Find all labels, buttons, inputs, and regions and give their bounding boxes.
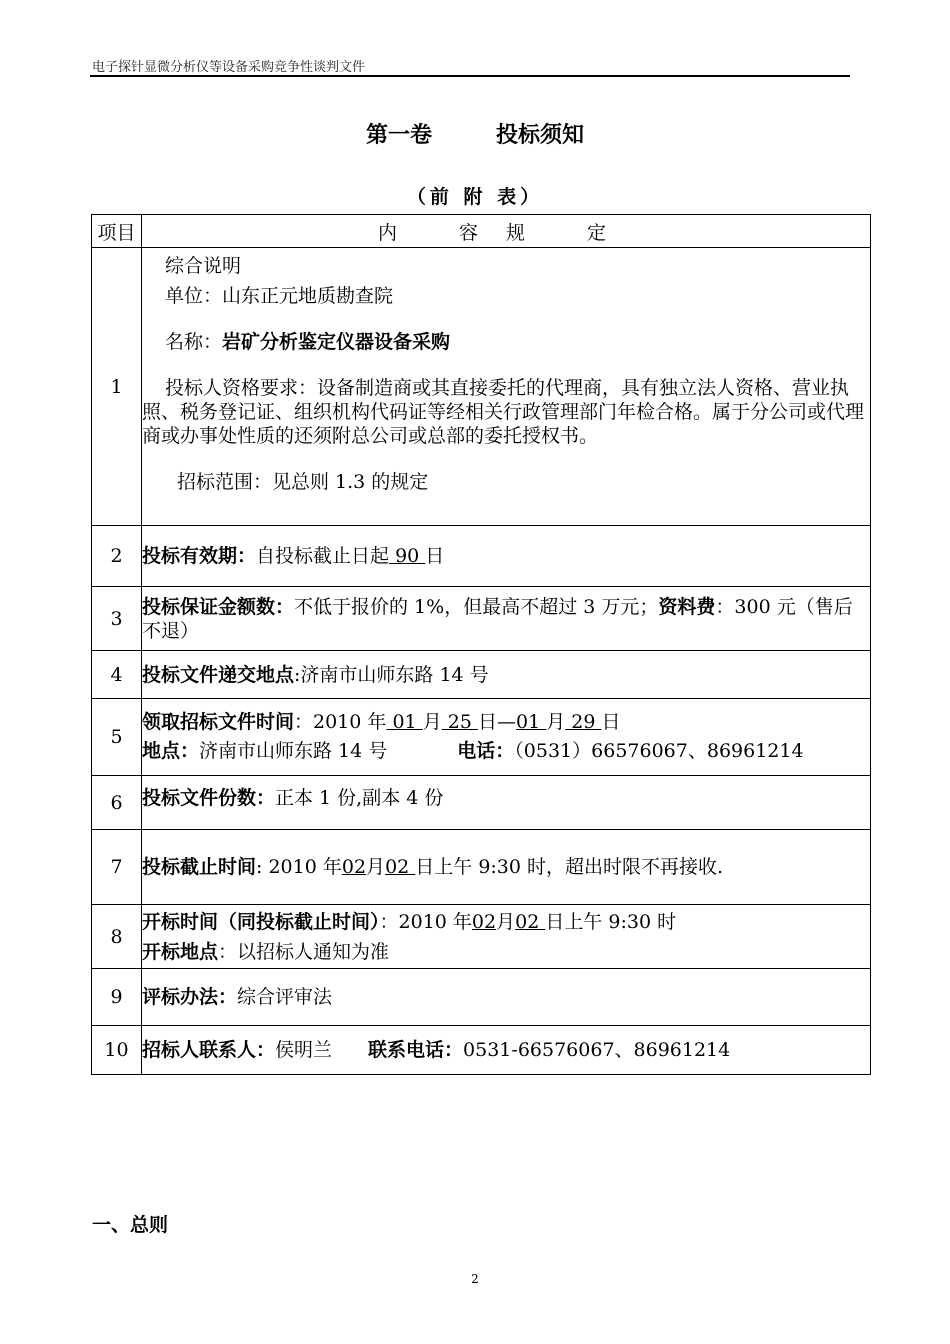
row-label: 投标保证金额数： — [142, 595, 295, 618]
row-index: 10 — [92, 1026, 142, 1075]
table-row — [92, 248, 871, 526]
table-row — [92, 969, 871, 1026]
table-row — [92, 651, 871, 699]
location-text: 济南市山师东路 14 号 — [199, 740, 388, 762]
opening-time-line — [142, 907, 870, 937]
row-text: 正本 1 份,副本 4 份 — [275, 787, 444, 809]
table-row — [92, 1026, 871, 1075]
day-unit: 日— — [477, 711, 516, 733]
volume-part: 第一卷 — [365, 123, 432, 148]
row-index: 1 — [92, 248, 142, 526]
row-content — [142, 587, 871, 651]
name-line — [142, 330, 870, 354]
location-line — [142, 737, 870, 766]
general-intro: 综合说明 — [165, 255, 242, 277]
row-content — [142, 651, 871, 699]
year-text: ：2010 年 — [379, 910, 472, 933]
qualification-text: 投标人资格要求：设备制造商或其直接委托的代理商，具有独立法人资格、营业执照、税务登记证、组织机构代码证等经相关行政管理部门年检合格。属于分公司或代理商或办事处性质的还须附总公司或总部的委托授权书。 — [142, 377, 865, 447]
volume-title — [0, 118, 950, 149]
row-label: 投标文件份数： — [142, 787, 276, 809]
phone-text: （0531）66576067、86961214 — [514, 740, 804, 762]
year-text: : 2010 年 — [256, 856, 342, 878]
location-label: 地点： — [142, 740, 200, 762]
row-content — [142, 699, 871, 776]
validity-days: 90 — [389, 545, 426, 567]
start-day: 25 — [441, 711, 478, 733]
table-row — [92, 776, 871, 830]
fee-text: ：300 元（售后不退） — [142, 595, 853, 642]
table-row — [92, 699, 871, 776]
phone-label: 电话： — [457, 740, 515, 762]
row-label: 招标人联系人： — [142, 1039, 276, 1061]
start-month: 01 — [386, 711, 423, 733]
row-content — [142, 905, 871, 969]
table-row — [92, 587, 871, 651]
location-label: 开标地点 — [142, 940, 219, 963]
opening-day: 02 — [515, 910, 546, 933]
name-value: 岩矿分析鉴定仪器设备采购 — [222, 331, 451, 353]
header-rule — [90, 75, 850, 77]
volume-name: 投标须知 — [496, 123, 585, 148]
row-index: 9 — [92, 969, 142, 1026]
row-content — [142, 969, 871, 1026]
appendix-title: （前 附 表） — [406, 186, 544, 208]
row-label: 投标截止时间 — [142, 856, 257, 878]
table-row — [92, 905, 871, 969]
month-unit: 月 — [422, 711, 442, 733]
row-label: 投标文件递交地点 — [142, 663, 295, 686]
row-index: 4 — [92, 651, 142, 699]
row-text: 不低于报价的 1%，但最高不超过 3 万元； — [294, 595, 659, 618]
row-text: :济南市山师东路 14 号 — [294, 663, 489, 686]
running-header: 电子探针显微分析仪等设备采购竞争性谈判文件 — [92, 60, 366, 75]
year-text: ：2010 年 — [294, 711, 387, 733]
row-label: 评标办法： — [142, 986, 238, 1008]
month-unit: 月 — [496, 910, 516, 933]
row-text-end: 日上午 9:30 时，超出时限不再接收. — [415, 856, 724, 878]
column-header-content: 内 容规 定 — [142, 215, 871, 248]
row-index: 2 — [92, 526, 142, 587]
contact-phone: 0531-66576067、86961214 — [463, 1039, 731, 1061]
row-label: 领取招标文件时间 — [142, 711, 295, 733]
contact-name: 侯明兰 — [275, 1039, 333, 1061]
end-month: 01 — [515, 711, 547, 733]
collect-time-line — [142, 708, 870, 737]
row-content — [142, 526, 871, 587]
row-content — [142, 248, 871, 526]
deadline-month: 02 — [341, 856, 367, 878]
table-header-row — [92, 215, 871, 248]
opening-location-line — [142, 937, 870, 967]
end-day: 29 — [565, 711, 602, 733]
name-label: 名称： — [165, 331, 223, 353]
row-index: 6 — [92, 776, 142, 830]
row-text-end: 日上午 9:30 时 — [545, 910, 677, 933]
section-title: 一、总则 — [92, 1214, 169, 1236]
row-text: 自投标截止日起 — [256, 545, 390, 567]
row-content — [142, 830, 871, 905]
row-label: 投标有效期： — [142, 545, 257, 567]
row-label: 开标时间（同投标截止时间） — [142, 910, 380, 933]
opening-month: 02 — [471, 910, 497, 933]
appendix-table — [91, 214, 871, 1075]
location-text: ：以招标人通知为准 — [218, 940, 390, 963]
deadline-day: 02 — [385, 856, 416, 878]
table-row — [92, 526, 871, 587]
table-row — [92, 830, 871, 905]
unit-line: 单位：山东正元地质勘查院 — [165, 285, 394, 307]
fee-label: 资料费 — [658, 595, 716, 618]
scope-line: 招标范围：见总则 1.3 的规定 — [177, 471, 429, 493]
row-content — [142, 776, 871, 830]
row-content — [142, 1026, 871, 1075]
page-number: 2 — [471, 1272, 479, 1286]
contact-phone-label: 联系电话： — [368, 1039, 464, 1061]
column-header-item: 项目 — [92, 215, 142, 248]
row-text-end: 日 — [425, 545, 445, 567]
row-index: 8 — [92, 905, 142, 969]
month-unit: 月 — [546, 711, 566, 733]
row-index: 7 — [92, 830, 142, 905]
month-unit: 月 — [366, 856, 386, 878]
day-unit: 日 — [601, 711, 621, 733]
row-index: 3 — [92, 587, 142, 651]
row-text: 综合评审法 — [237, 986, 333, 1008]
row-index: 5 — [92, 699, 142, 776]
